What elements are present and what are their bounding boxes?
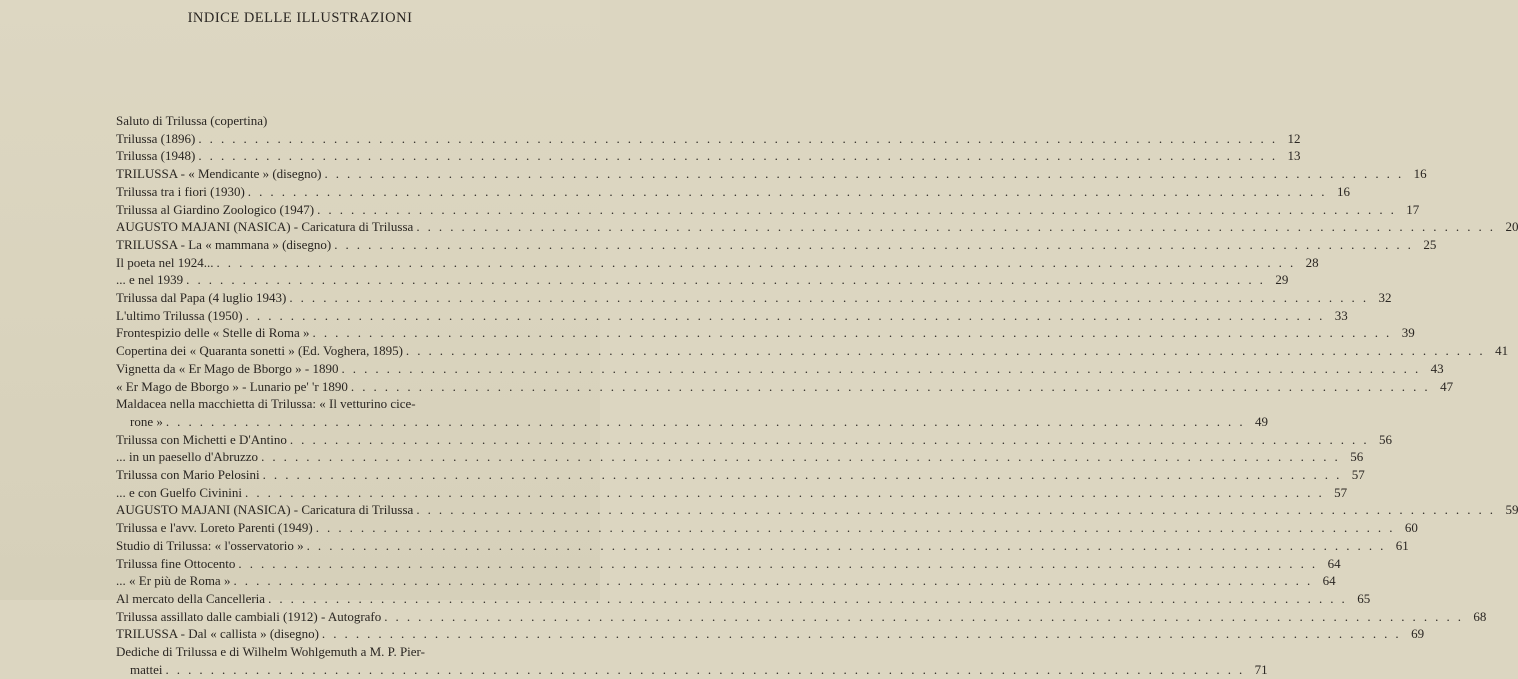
index-entry-line bbox=[116, 147, 1301, 165]
index-entry-title: Trilussa fine Ottocento bbox=[116, 555, 236, 571]
index-entry-title: Al mercato della Cancelleria bbox=[116, 590, 266, 606]
dot-leader bbox=[341, 360, 1420, 378]
index-entry-page-number: 60 bbox=[1404, 520, 1418, 536]
index-entry-line bbox=[116, 625, 1425, 643]
index-entry bbox=[116, 271, 1289, 289]
dot-leader bbox=[322, 625, 1401, 643]
index-entry-title: Copertina dei « Quaranta sonetti » (Ed. Voghera, 1895) bbox=[116, 343, 403, 359]
index-entry bbox=[116, 555, 1341, 573]
index-entry-title: TRILUSSA - « Mendicante » (disegno) bbox=[116, 166, 322, 182]
index-entry bbox=[116, 183, 1350, 201]
index-entry-title: Trilussa dal Papa (4 luglio 1943) bbox=[116, 290, 287, 306]
index-entry-title: Frontespizio delle « Stelle di Roma » bbox=[116, 325, 310, 341]
index-entry-page-number: 17 bbox=[1406, 201, 1420, 217]
index-entry-line bbox=[116, 201, 1420, 219]
dot-leader bbox=[307, 537, 1386, 555]
dot-leader bbox=[245, 484, 1324, 502]
index-entry-title: Trilussa tra i fiori (1930) bbox=[116, 183, 245, 199]
index-entry-line bbox=[116, 254, 1319, 272]
index-entry bbox=[116, 590, 1371, 608]
dot-leader bbox=[351, 378, 1430, 396]
index-entry-line bbox=[116, 360, 1444, 378]
index-entry-line bbox=[116, 183, 1350, 201]
index-entry-line bbox=[116, 342, 1509, 360]
index-entry-page-number: 49 bbox=[1255, 413, 1269, 429]
index-entry-title: Il poeta nel 1924... bbox=[116, 254, 214, 270]
dot-leader bbox=[246, 307, 1325, 325]
index-entry bbox=[116, 165, 1427, 183]
index-entry bbox=[116, 431, 1393, 449]
index-entry-page-number: 43 bbox=[1430, 360, 1444, 376]
index-entry-title: Trilussa con Mario Pelosini bbox=[116, 467, 260, 483]
index-entry-continuation-line bbox=[116, 413, 1269, 431]
index-entry-page-number: 33 bbox=[1334, 307, 1348, 323]
index-entry bbox=[116, 360, 1444, 378]
index-entry-page-number: 16 bbox=[1413, 166, 1427, 182]
index-entry-title: Trilussa e l'avv. Loreto Parenti (1949) bbox=[116, 520, 313, 536]
index-entry-title: ... e nel 1939 bbox=[116, 272, 184, 288]
index-entry-line bbox=[116, 590, 1371, 608]
index-entry-line bbox=[116, 537, 1409, 555]
dot-leader bbox=[416, 218, 1495, 236]
dot-leader bbox=[268, 590, 1347, 608]
index-entry bbox=[116, 572, 1336, 590]
dot-leader bbox=[324, 165, 1403, 183]
index-entry-page-number: 32 bbox=[1378, 290, 1392, 306]
index-entry bbox=[116, 130, 1301, 148]
dot-leader bbox=[406, 342, 1485, 360]
dot-leader bbox=[166, 413, 1245, 431]
index-entry-page-number: 68 bbox=[1473, 608, 1487, 624]
index-entry-line bbox=[116, 501, 1518, 519]
dot-leader bbox=[313, 324, 1392, 342]
index-entry-line bbox=[116, 466, 1365, 484]
index-entry-line bbox=[116, 378, 1454, 396]
dot-leader bbox=[263, 466, 1342, 484]
index-entry-title: ... e con Guelfo Civinini bbox=[116, 484, 243, 500]
index-entry-line bbox=[116, 395, 484, 413]
index-entry-title: Trilussa (1896) bbox=[116, 130, 196, 146]
index-entry-page-number: 56 bbox=[1350, 449, 1364, 465]
index-entry bbox=[116, 112, 484, 130]
index-entry-page-number: 69 bbox=[1411, 626, 1425, 642]
index-entry-title: Studio di Trilussa: « l'osservatorio » bbox=[116, 537, 304, 553]
index-entry-page-number: 20 bbox=[1505, 219, 1518, 235]
index-entry-title: ... in un paesello d'Abruzzo bbox=[116, 449, 259, 465]
dot-leader bbox=[289, 289, 1368, 307]
index-entry-title: Vignetta da « Er Mago de Bborgo » - 1890 bbox=[116, 360, 339, 376]
index-entry bbox=[116, 324, 1415, 342]
index-entry-line bbox=[116, 324, 1415, 342]
index-entry-title: AUGUSTO MAJANI (NASICA) - Caricatura di Trilussa bbox=[116, 502, 414, 518]
index-entry-title: Dediche di Trilussa e di Wilhelm Wohlgemuth a M. P. Pier- bbox=[116, 644, 425, 660]
index-entry-page-number: 28 bbox=[1305, 254, 1319, 270]
index-entry-title: L'ultimo Trilussa (1950) bbox=[116, 307, 243, 323]
index-entry-page-number: 57 bbox=[1351, 467, 1365, 483]
page-title: INDICE DELLE ILLUSTRAZIONI bbox=[187, 10, 413, 26]
index-entry-page-number: 39 bbox=[1401, 325, 1415, 341]
dot-leader bbox=[334, 236, 1413, 254]
index-entry-continuation: rone » bbox=[130, 413, 163, 429]
dot-leader bbox=[233, 572, 1312, 590]
dot-leader bbox=[238, 555, 1317, 573]
index-entry-page-number: 56 bbox=[1379, 431, 1393, 447]
index-entry-title: ... « Er più de Roma » bbox=[116, 573, 231, 589]
index-entry-page-number: 29 bbox=[1275, 272, 1289, 288]
dot-leader bbox=[248, 183, 1327, 201]
index-entry-title: AUGUSTO MAJANI (NASICA) - Caricatura di Trilussa bbox=[116, 219, 414, 235]
index-entry-page-number: 59 bbox=[1505, 502, 1518, 518]
index-entry-title: TRILUSSA - La « mammana » (disegno) bbox=[116, 236, 332, 252]
dot-leader bbox=[384, 608, 1463, 626]
index-entry-title: « Er Mago de Bborgo » - Lunario pe' 'r 1890 bbox=[116, 378, 348, 394]
index-entry bbox=[116, 307, 1348, 325]
index-entry-continuation-line bbox=[116, 661, 1268, 679]
index-entry-page-number: 71 bbox=[1254, 661, 1268, 677]
index-entry bbox=[116, 625, 1425, 643]
index-entry-title: TRILUSSA - Dal « callista » (disegno) bbox=[116, 626, 319, 642]
index-entry-line bbox=[116, 555, 1341, 573]
index-entry bbox=[116, 201, 1420, 219]
index-entry-line bbox=[116, 236, 1437, 254]
index-entry-page-number: 41 bbox=[1495, 343, 1509, 359]
index-entry bbox=[116, 218, 1518, 236]
index-entry bbox=[116, 342, 1509, 360]
index-entry bbox=[116, 395, 1269, 430]
index-entry-line bbox=[116, 271, 1289, 289]
index-entry-line bbox=[116, 431, 1393, 449]
index-entry-page-number: 13 bbox=[1287, 148, 1301, 164]
dot-leader bbox=[166, 661, 1245, 679]
index-entry-continuation: mattei bbox=[130, 661, 163, 677]
index-entry bbox=[116, 289, 1392, 307]
index-entry bbox=[116, 519, 1418, 537]
index-entry-page-number: 65 bbox=[1357, 590, 1371, 606]
dot-leader bbox=[198, 147, 1277, 165]
dot-leader bbox=[290, 431, 1369, 449]
index-entry-title: Trilussa assillato dalle cambiali (1912) - Autografo bbox=[116, 608, 382, 624]
index-entry-page-number: 57 bbox=[1334, 484, 1348, 500]
dot-leader bbox=[198, 130, 1277, 148]
index-entry-page-number: 16 bbox=[1336, 183, 1350, 199]
index-entry-line bbox=[116, 165, 1427, 183]
index-entry-title: Saluto di Trilussa (copertina) bbox=[116, 113, 268, 128]
index-entry bbox=[116, 378, 1454, 396]
index-entry-page-number: 61 bbox=[1395, 537, 1409, 553]
index-entry bbox=[116, 537, 1409, 555]
index-entry-page-number: 12 bbox=[1287, 130, 1301, 146]
index-entry bbox=[116, 448, 1364, 466]
index-entry-page-number: 64 bbox=[1322, 573, 1336, 589]
dot-leader bbox=[261, 448, 1340, 466]
index-entry-title: Maldacea nella macchietta di Trilussa: « Il vetturino cice- bbox=[116, 396, 416, 412]
dot-leader bbox=[216, 254, 1295, 272]
dot-leader bbox=[186, 271, 1265, 289]
index-entry-title: Trilussa (1948) bbox=[116, 148, 196, 164]
index-entry bbox=[116, 254, 1319, 272]
index-entry-line bbox=[116, 289, 1392, 307]
index-entry bbox=[116, 608, 1487, 626]
index-entry-page-number: 47 bbox=[1440, 378, 1454, 394]
index-entry-title: Trilussa con Michetti e D'Antino bbox=[116, 431, 287, 447]
index-entry-line bbox=[116, 519, 1418, 537]
index-entry-line bbox=[116, 218, 1518, 236]
index-entry bbox=[116, 466, 1365, 484]
index-entry-line bbox=[116, 307, 1348, 325]
index-entry-line bbox=[116, 448, 1364, 466]
illustration-index-list bbox=[116, 112, 1518, 679]
index-entry-page-number: 64 bbox=[1327, 555, 1341, 571]
dot-leader bbox=[416, 501, 1495, 519]
index-entry bbox=[116, 236, 1437, 254]
index-entry bbox=[116, 484, 1348, 502]
dot-leader bbox=[316, 519, 1395, 537]
index-entry bbox=[116, 643, 1268, 678]
index-entry bbox=[116, 147, 1301, 165]
dot-leader bbox=[317, 201, 1396, 219]
index-entry-line bbox=[116, 112, 484, 130]
index-entry-line bbox=[116, 484, 1348, 502]
index-entry-line bbox=[116, 572, 1336, 590]
index-entry-line bbox=[116, 608, 1487, 626]
index-entry-title: Trilussa al Giardino Zoologico (1947) bbox=[116, 201, 315, 217]
index-entry-line bbox=[116, 130, 1301, 148]
index-entry-page-number: 25 bbox=[1423, 236, 1437, 252]
index-entry bbox=[116, 501, 1518, 519]
index-entry-line bbox=[116, 643, 484, 661]
